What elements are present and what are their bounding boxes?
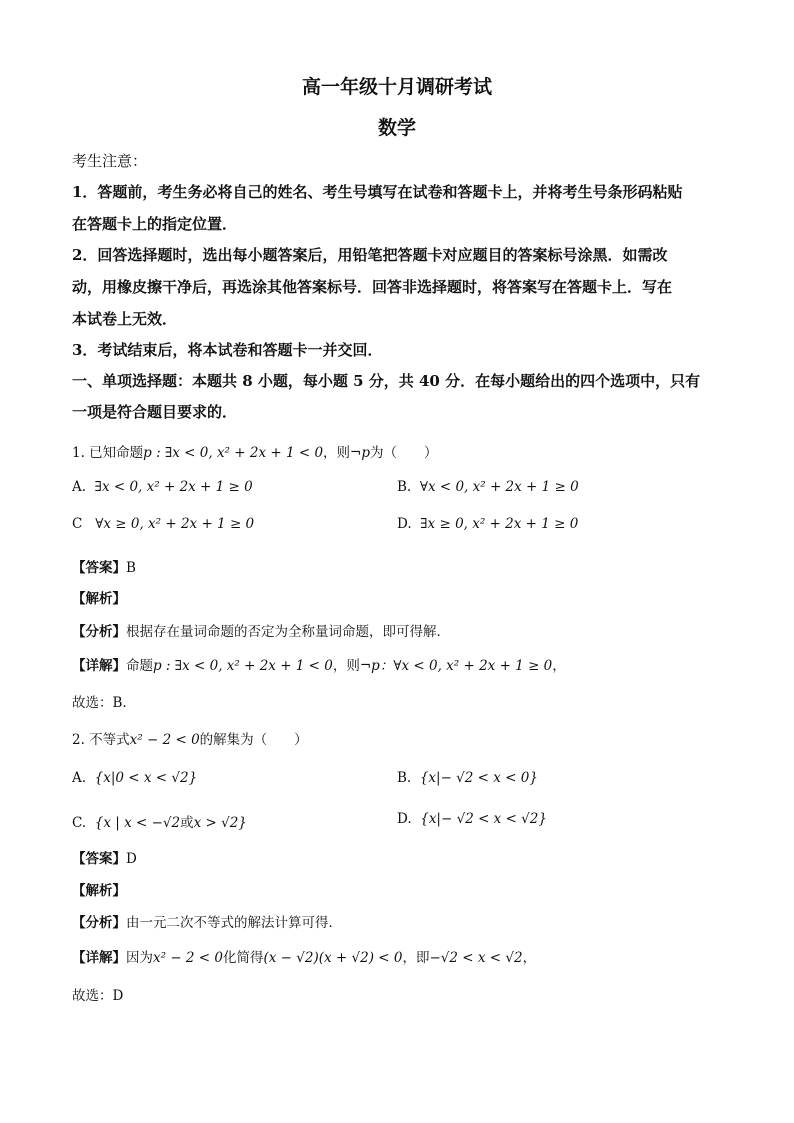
q2-fenxi-text: 由一元二次不等式的解法计算可得． [126,915,342,931]
q2-option-d [397,811,547,827]
q2-option-a [72,770,197,786]
notice-2-line-1: 2．回答选择题时，选出每小题答案后，用铅笔把答题卡对应题目的答案标号涂黑．如需改 [72,246,668,264]
q2-option-b-text: {x|− √2 < x < 0} [419,770,538,786]
q1-detail-tag: 【详解】 [72,658,126,674]
q1-answer [72,556,136,576]
q2-option-c-or: 或 [180,815,194,831]
q1-analysis-heading [72,587,126,607]
q1-option-b-text: ∀x < 0, x² + 2x + 1 ≥ 0 [419,479,579,495]
q2-answer-tag: 【答案】 [72,851,126,867]
q2-option-b-label: B. [397,770,412,786]
q1-analysis-tag: 【解析】 [72,591,126,607]
q1-fenxi-text: 根据存在量词命题的否定为全称量词命题，即可得解． [126,624,450,640]
q1-detail-math-2: ：∀x < 0, x² + 2x + 1 ≥ 0 [379,658,553,674]
q2-answer [72,847,137,867]
q1-option-d-text: ∃x ≥ 0, x² + 2x + 1 ≥ 0 [420,516,579,532]
q2-stem-prefix: 2. 不等式 [72,732,130,748]
q1-option-b-label: B. [397,479,412,495]
q2-detail-math-2: (x − √2)(x + √2) < 0 [263,950,403,966]
q1-detail [72,654,566,674]
q1-stem-math: p : ∃x < 0, x² + 2x + 1 < 0 [143,445,324,461]
exam-title: 高一年级十月调研考试 [301,76,492,98]
q1-option-c-text: ∀x ≥ 0, x² + 2x + 1 ≥ 0 [95,516,255,532]
q2-stem [72,728,308,748]
q2-analysis-tag: 【解析】 [72,883,126,899]
q1-fenxi-tag: 【分析】 [72,624,126,640]
q1-option-c [72,516,254,532]
q2-detail [72,946,536,966]
q2-analysis-heading [72,879,126,899]
q1-detail-prefix: 命题 [126,658,153,674]
q2-fenxi [72,911,342,931]
q1-option-d [397,516,578,532]
q1-answer-value: B [126,560,136,576]
notice-2-line-2: 动，用橡皮擦干净后，再选涂其他答案标号．回答非选择题时，将答案写在答题卡上．写在 [72,278,673,296]
q2-option-a-label: A. [72,770,87,786]
q2-option-d-text: {x|− √2 < x < √2} [420,811,547,827]
q1-detail-negation: ¬p [359,658,380,674]
q1-stem-negation: ¬p [350,445,371,461]
q1-detail-mid: ，则 [332,658,360,674]
section-heading-line-2: 一项是符合题目要求的． [72,403,238,421]
notice-1-line-1: 1．答题前，考生务必将自己的姓名、考生号填写在试卷和答题卡上，并将考生号条形码粘贴 [72,183,683,201]
q1-option-a-label: A. [72,479,87,495]
q2-detail-math-3: −√2 < x < √2 [429,950,523,966]
q2-option-c-label: C. [72,815,87,831]
notice-heading: 考生注意： [72,152,148,170]
q2-detail-math-1: x² − 2 < 0 [153,950,223,966]
q2-option-c-text-2: x > √2} [193,815,247,831]
notice-3: 3．考试结束后，将本试卷和答题卡一并交回． [72,341,383,359]
q2-option-d-label: D. [397,811,412,827]
q1-option-b [397,479,579,495]
q1-detail-suffix: ， [552,658,566,674]
q1-stem-suffix: 为（ ） [370,445,438,461]
q2-option-c [72,811,247,831]
q1-fenxi [72,620,450,640]
q2-detail-tag: 【详解】 [72,950,126,966]
q2-detail-suffix: ， [522,950,537,966]
section-heading-line-1: 一、单项选择题：本题共 8 小题，每小题 5 分，共 40 分．在每小题给出的四个选项中，只有 [72,372,701,390]
q2-option-b [397,770,538,786]
subject-title: 数学 [377,117,416,139]
q2-detail-prefix: 因为 [126,950,153,966]
q2-stem-suffix: 的解集为（ ） [199,732,308,748]
q2-answer-value: D [126,851,137,867]
q1-stem [72,441,438,461]
q1-answer-tag: 【答案】 [72,560,126,576]
q2-option-c-text-1: {x | x < −√2 [94,815,181,831]
notice-2-line-3: 本试卷上无效． [72,310,178,328]
q1-stem-mid: ，则 [323,445,351,461]
q1-detail-math-1: p : ∃x < 0, x² + 2x + 1 < 0 [153,658,333,674]
q2-choice: 故选：D [72,988,124,1004]
q1-option-c-label: C [72,516,83,532]
notice-1-line-2: 在答题卡上的指定位置． [72,215,238,233]
q1-option-a [72,479,253,495]
q2-stem-math: x² − 2 < 0 [129,732,200,748]
q1-option-d-label: D. [397,516,412,532]
q1-stem-prefix: 1. 已知命题 [72,445,144,461]
q1-choice: 故选：B. [72,695,127,711]
q2-detail-mid-2: ，即 [402,950,430,966]
q2-fenxi-tag: 【分析】 [72,915,126,931]
q1-option-a-text: ∃x < 0, x² + 2x + 1 ≥ 0 [94,479,253,495]
q2-detail-mid: 化简得 [223,950,264,966]
q2-option-a-text: {x|0 < x < √2} [94,770,198,786]
